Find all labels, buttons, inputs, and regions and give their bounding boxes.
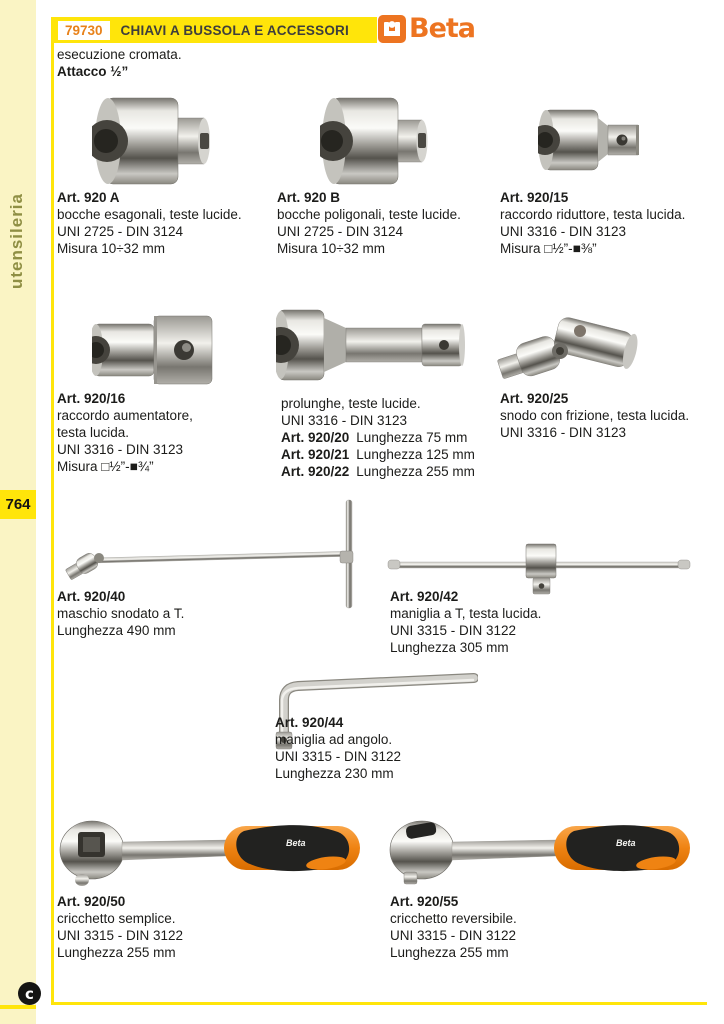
product-920-40-line: Lunghezza 490 mm (57, 623, 176, 638)
product-image-920-50-ratchet (54, 814, 364, 894)
product-image-920-55-reversible-ratchet (384, 814, 694, 894)
product-920-42-art: Art. 920/42 (390, 589, 459, 604)
product-920-16-text (57, 390, 277, 475)
product-920a-art: Art. 920 A (57, 190, 120, 205)
product-920-15-art: Art. 920/15 (500, 190, 569, 205)
product-920-15-line: raccordo riduttore, testa lucida. (500, 207, 686, 222)
variant-desc: Lunghezza 255 mm (356, 464, 475, 479)
product-920b-line: bocche poligonali, teste lucide. (277, 207, 461, 222)
product-920-40-art: Art. 920/40 (57, 589, 126, 604)
catalog-code: 79730 (58, 21, 110, 40)
product-920-50-text (57, 893, 277, 961)
page-number-badge: 764 (0, 490, 36, 519)
product-920-25-line: snodo con frizione, testa lucida. (500, 408, 690, 423)
product-920-42-line: Lunghezza 305 mm (390, 640, 509, 655)
product-920-55-text (390, 893, 610, 961)
product-920-50-line: cricchetto semplice. (57, 911, 176, 926)
product-920-55-line: cricchetto reversibile. (390, 911, 517, 926)
product-920-50-line: Lunghezza 255 mm (57, 945, 176, 960)
variant-art: Art. 920/22 (281, 464, 350, 479)
product-920a-text (57, 189, 277, 257)
product-920b-text (277, 189, 497, 257)
product-image-920-16-adapter (92, 310, 220, 390)
product-920-16-line: Misura □½”-■¾” (57, 459, 154, 474)
prolunghe-variant (281, 429, 501, 446)
intro-line-2: Attacco ½” (57, 64, 129, 79)
product-920-55-art: Art. 920/55 (390, 894, 459, 909)
header-banner (54, 17, 377, 43)
product-920-42-line: maniglia a T, testa lucida. (390, 606, 542, 621)
product-prolunghe-text (281, 395, 501, 480)
handle-brand-label: Beta (286, 838, 306, 848)
product-920-44-line: UNI 3315 - DIN 3122 (275, 749, 402, 764)
product-920-16-art: Art. 920/16 (57, 391, 126, 406)
product-920-42-text (390, 588, 610, 656)
brand-wordmark: Beta (409, 13, 476, 44)
prolunghe-line: UNI 3316 - DIN 3123 (281, 413, 408, 428)
beta-logo-icon (378, 15, 406, 43)
product-920-15-line: UNI 3316 - DIN 3123 (500, 224, 627, 239)
product-920b-line: Misura 10÷32 mm (277, 241, 385, 256)
intro-text (57, 46, 182, 80)
handle-brand-label: Beta (616, 838, 636, 848)
product-920-55-line: Lunghezza 255 mm (390, 945, 509, 960)
product-920a-line: UNI 2725 - DIN 3124 (57, 224, 184, 239)
sidebar-bottom-line (0, 1005, 36, 1009)
product-920-16-line: UNI 3316 - DIN 3123 (57, 442, 184, 457)
sidebar-section-label: utensileria (7, 193, 26, 290)
variant-art: Art. 920/20 (281, 430, 350, 445)
product-image-920-20-extension (276, 308, 466, 382)
product-920b-line: UNI 2725 - DIN 3124 (277, 224, 404, 239)
product-image-920b-socket (320, 96, 432, 186)
product-920-44-art: Art. 920/44 (275, 715, 344, 730)
product-image-920a-socket (92, 96, 220, 186)
prolunghe-variant (281, 446, 501, 463)
product-920-16-line: testa lucida. (57, 425, 130, 440)
product-920a-line: bocche esagonali, teste lucide. (57, 207, 242, 222)
variant-desc: Lunghezza 75 mm (356, 430, 468, 445)
brand-logo (378, 13, 475, 44)
printer-mark: c (18, 982, 41, 1005)
page-title: CHIAVI A BUSSOLA E ACCESSORI (120, 22, 349, 38)
product-920-50-art: Art. 920/50 (57, 894, 126, 909)
product-920-40-line: maschio snodato a T. (57, 606, 185, 621)
product-920-55-line: UNI 3315 - DIN 3122 (390, 928, 517, 943)
product-920a-line: Misura 10÷32 mm (57, 241, 165, 256)
product-920-25-text (500, 390, 720, 441)
product-920-25-art: Art. 920/25 (500, 391, 569, 406)
intro-line-1: esecuzione cromata. (57, 47, 182, 62)
product-920-44-line: maniglia ad angolo. (275, 732, 393, 747)
product-920-42-line: UNI 3315 - DIN 3122 (390, 623, 517, 638)
frame-bottom-line (51, 1002, 707, 1005)
product-920-50-line: UNI 3315 - DIN 3122 (57, 928, 184, 943)
product-920-16-line: raccordo aumentatore, (57, 408, 193, 423)
product-image-920-15-reducer (538, 104, 646, 176)
product-920-40-text (57, 588, 277, 639)
variant-desc: Lunghezza 125 mm (356, 447, 475, 462)
product-image-920-25-universal-joint (496, 303, 654, 393)
product-920b-art: Art. 920 B (277, 190, 341, 205)
variant-art: Art. 920/21 (281, 447, 350, 462)
prolunghe-line: prolunghe, teste lucide. (281, 396, 421, 411)
product-920-25-line: UNI 3316 - DIN 3123 (500, 425, 627, 440)
prolunghe-variant (281, 463, 501, 480)
product-920-44-text (275, 714, 495, 782)
product-920-15-line: Misura □½”-■⅜” (500, 241, 597, 256)
product-920-44-line: Lunghezza 230 mm (275, 766, 394, 781)
product-920-15-text (500, 189, 720, 257)
